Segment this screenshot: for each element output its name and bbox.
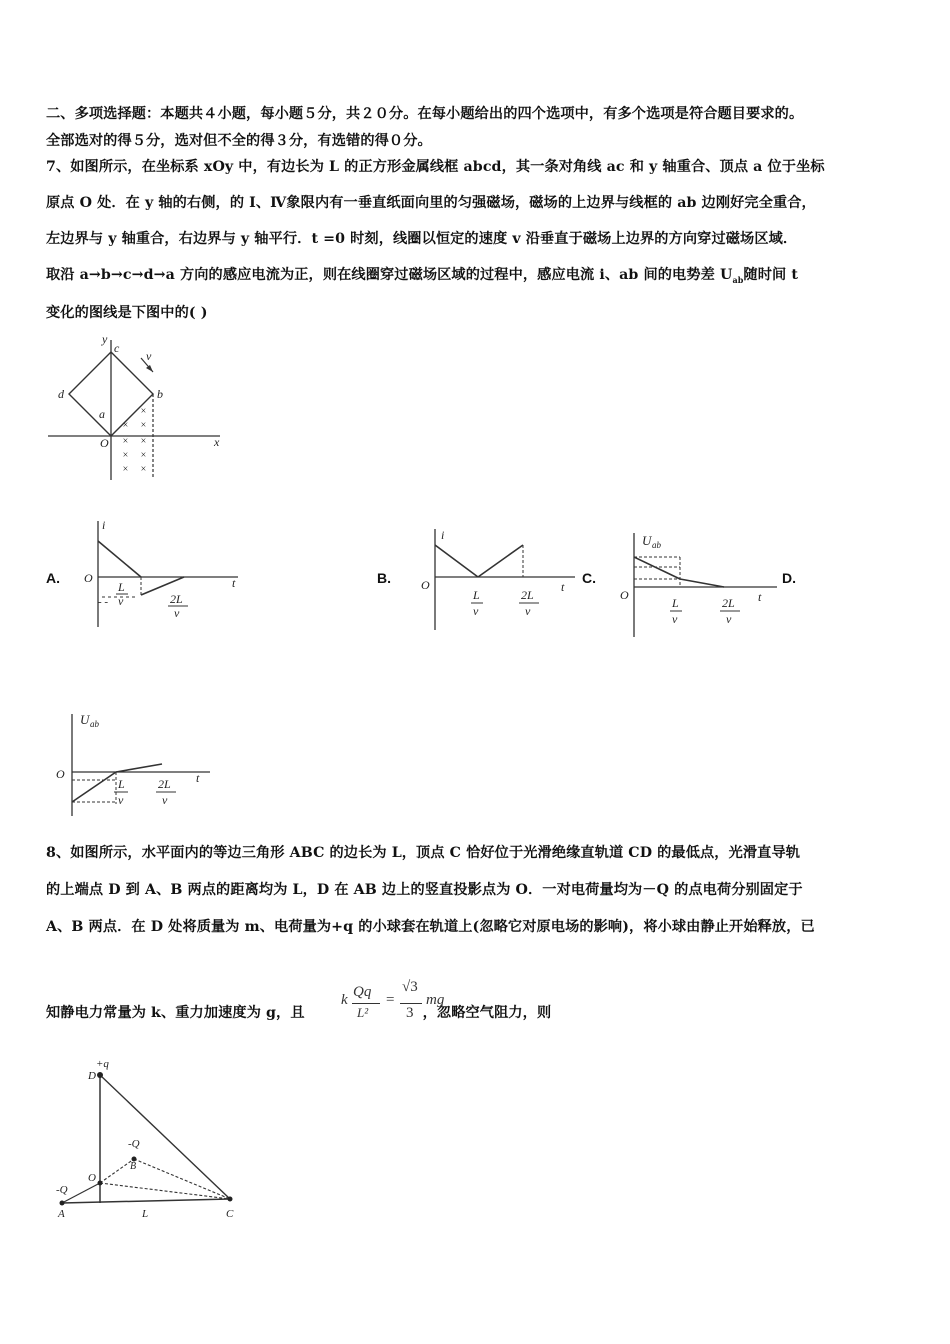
section-heading-line2: 全部选对的得５分，选对但不全的得３分，有选错的得０分。 <box>46 133 432 149</box>
field-cross: × <box>140 420 147 431</box>
formula-fracbar-2 <box>400 1003 422 1004</box>
field-cross: × <box>122 420 129 431</box>
tick-2L-den: v <box>162 793 168 807</box>
origin-label: O <box>620 588 629 602</box>
fig-label-v: v <box>146 349 152 363</box>
tick-2L-den: v <box>525 604 531 618</box>
option-D-graph <box>50 708 220 820</box>
tick-2L-den: v <box>174 606 180 620</box>
formula-k: k <box>341 992 348 1008</box>
point-A <box>60 1201 65 1206</box>
label-O: O <box>88 1172 96 1184</box>
q7-text-line4-pre: 取沿 a→b→c→d→a 方向的感应电流为正，则在线圈穿过磁场区域的过程中，感应电流 i、ab 间的电势差 U <box>46 267 733 283</box>
field-cross: × <box>140 464 147 475</box>
axis-label-i: i <box>441 528 445 542</box>
q8-line4-post: ，忽略空气阻力，则 <box>422 1005 552 1021</box>
axis-label-ab: ab <box>652 540 661 550</box>
option-C-graph <box>612 527 787 639</box>
voltage-segment-1 <box>634 557 680 579</box>
voltage-segment-2 <box>116 764 162 772</box>
q8-triangle-figure <box>50 1055 250 1225</box>
origin-label: O <box>84 571 93 585</box>
formula-rnum: √3 <box>402 979 418 995</box>
q8-text-line1: 8、如图所示，水平面内的等边三角形 ABC 的边长为 L，顶点 C 恰好位于光滑绝缘直轨道 CD 的最低点，光滑直导轨 <box>46 845 801 861</box>
tick-L-num: L <box>118 580 125 594</box>
formula-fracbar-1 <box>352 1003 380 1004</box>
formula-mg: mg <box>426 992 445 1008</box>
track-DC <box>100 1075 230 1199</box>
field-cross: × <box>140 450 147 461</box>
axis-label-t: t <box>561 580 565 594</box>
fig-label-b: b <box>157 387 163 401</box>
option-C-label[interactable]: C. <box>582 570 596 586</box>
formula-eq: = <box>386 992 395 1008</box>
line-OB <box>100 1159 137 1183</box>
q8-text-line2: 的上端点 D 到 A、B 两点的距离均为 L，D 在 AB 边上的竖直投影点为 O．一对电荷量均为－Q 的点电荷分别固定于 <box>46 882 803 898</box>
axis-label-t: t <box>758 590 762 604</box>
label-L: L <box>142 1208 149 1220</box>
label-minus-Q-B: -Q <box>128 1138 140 1150</box>
tick-L-num: L <box>118 777 125 791</box>
q7-text-line4-post: 随时间 t <box>743 267 798 283</box>
fig-label-c: c <box>114 341 120 355</box>
label-plus-q: +q <box>96 1058 109 1070</box>
option-A-graph <box>78 515 248 630</box>
point-C <box>228 1197 233 1202</box>
q7-text-line5: 变化的图线是下图中的( ) <box>46 305 208 321</box>
current-segment-2 <box>478 545 523 577</box>
tick-L-den: v <box>473 604 479 618</box>
current-segment-1 <box>435 545 478 577</box>
option-B-graph <box>415 525 585 635</box>
formula-rden: 3 <box>406 1005 414 1021</box>
axis-label-ab: ab <box>90 719 99 729</box>
magnetic-field-crosses <box>122 406 147 475</box>
label-D: D <box>88 1070 96 1082</box>
tick-L-den: v <box>672 612 678 626</box>
field-cross: × <box>122 436 129 447</box>
axis-label-U: U <box>80 712 90 727</box>
q7-coordinate-figure <box>40 330 230 480</box>
tick-L-den: v <box>118 594 124 608</box>
axis-label-U: U <box>642 533 652 548</box>
line-AO <box>62 1183 100 1203</box>
tick-2L-num: 2L <box>158 777 171 791</box>
section-heading-line1: 二、多项选择题：本题共４小题，每小题５分，共２０分。在每小题给出的四个选项中，有多个选项是符合题目要求的。 <box>46 106 804 122</box>
axis-label-t: t <box>232 576 236 590</box>
voltage-segment-2 <box>680 579 724 587</box>
q7-text-line1: 7、如图所示，在坐标系 xOy 中，有边长为 L 的正方形金属线框 abcd，其一条对角线 ac 和 y 轴重合、顶点 a 位于坐标 <box>46 159 825 175</box>
field-cross: × <box>122 464 129 475</box>
negative-sign: - - <box>98 596 109 608</box>
option-A-label[interactable]: A. <box>46 570 60 586</box>
tick-2L-num: 2L <box>722 596 735 610</box>
velocity-arrowhead <box>146 365 153 372</box>
origin-label: O <box>56 767 65 781</box>
label-C: C <box>226 1208 234 1220</box>
q7-uab-subscript: ab <box>732 274 744 285</box>
label-A: A <box>58 1208 65 1220</box>
label-minus-Q-A: -Q <box>56 1184 68 1196</box>
field-cross: × <box>140 406 147 417</box>
q8-text-line3: A、B 两点．在 D 处将质量为 m、电荷量为+q 的小球套在轨道上(忽略它对原电场的影响)，将小球由静止开始释放，已 <box>46 919 815 935</box>
q8-text-line4 <box>46 1002 551 1022</box>
tick-2L-den: v <box>726 612 732 626</box>
tick-L-num: L <box>473 588 480 602</box>
tick-L-den: v <box>118 793 124 807</box>
q8-line4-pre: 知静电力常量为 k、重力加速度为 g，且 <box>46 1005 305 1021</box>
fig-label-x: x <box>214 435 220 449</box>
fig-label-y: y <box>102 332 108 346</box>
line-AC <box>62 1199 230 1203</box>
q7-text-line3: 左边界与 y 轴重合，右边界与 y 轴平行．t =0 时刻，线圈以恒定的速度 v 沿垂直于磁场上边界的方向穿过磁场区域． <box>46 231 798 247</box>
fig-label-d: d <box>58 387 64 401</box>
fig-label-O: O <box>100 436 109 450</box>
option-B-label[interactable]: B. <box>377 570 391 586</box>
fig-label-a: a <box>99 407 105 421</box>
field-cross: × <box>140 436 147 447</box>
origin-label: O <box>421 578 430 592</box>
current-segment-1 <box>98 541 141 577</box>
tick-2L-num: 2L <box>521 588 534 602</box>
axis-label-i: i <box>102 518 106 532</box>
label-B: B <box>130 1161 137 1172</box>
voltage-segment-1 <box>72 772 116 802</box>
q7-text-line2: 原点 O 处．在 y 轴的右侧，的 I、Ⅳ象限内有一垂直纸面向里的匀强磁场，磁场的上边界与线框的 ab 边刚好完全重合， <box>46 195 816 211</box>
q7-text-line4 <box>46 264 798 285</box>
formula-num: Qq <box>353 984 372 1000</box>
point-O <box>98 1181 103 1186</box>
field-cross: × <box>122 450 129 461</box>
formula-den: L² <box>357 1005 369 1020</box>
tick-L-num: L <box>672 596 679 610</box>
point-D <box>97 1072 103 1078</box>
axis-label-t: t <box>196 771 200 785</box>
option-D-label[interactable]: D. <box>782 570 796 586</box>
tick-2L-num: 2L <box>170 592 183 606</box>
